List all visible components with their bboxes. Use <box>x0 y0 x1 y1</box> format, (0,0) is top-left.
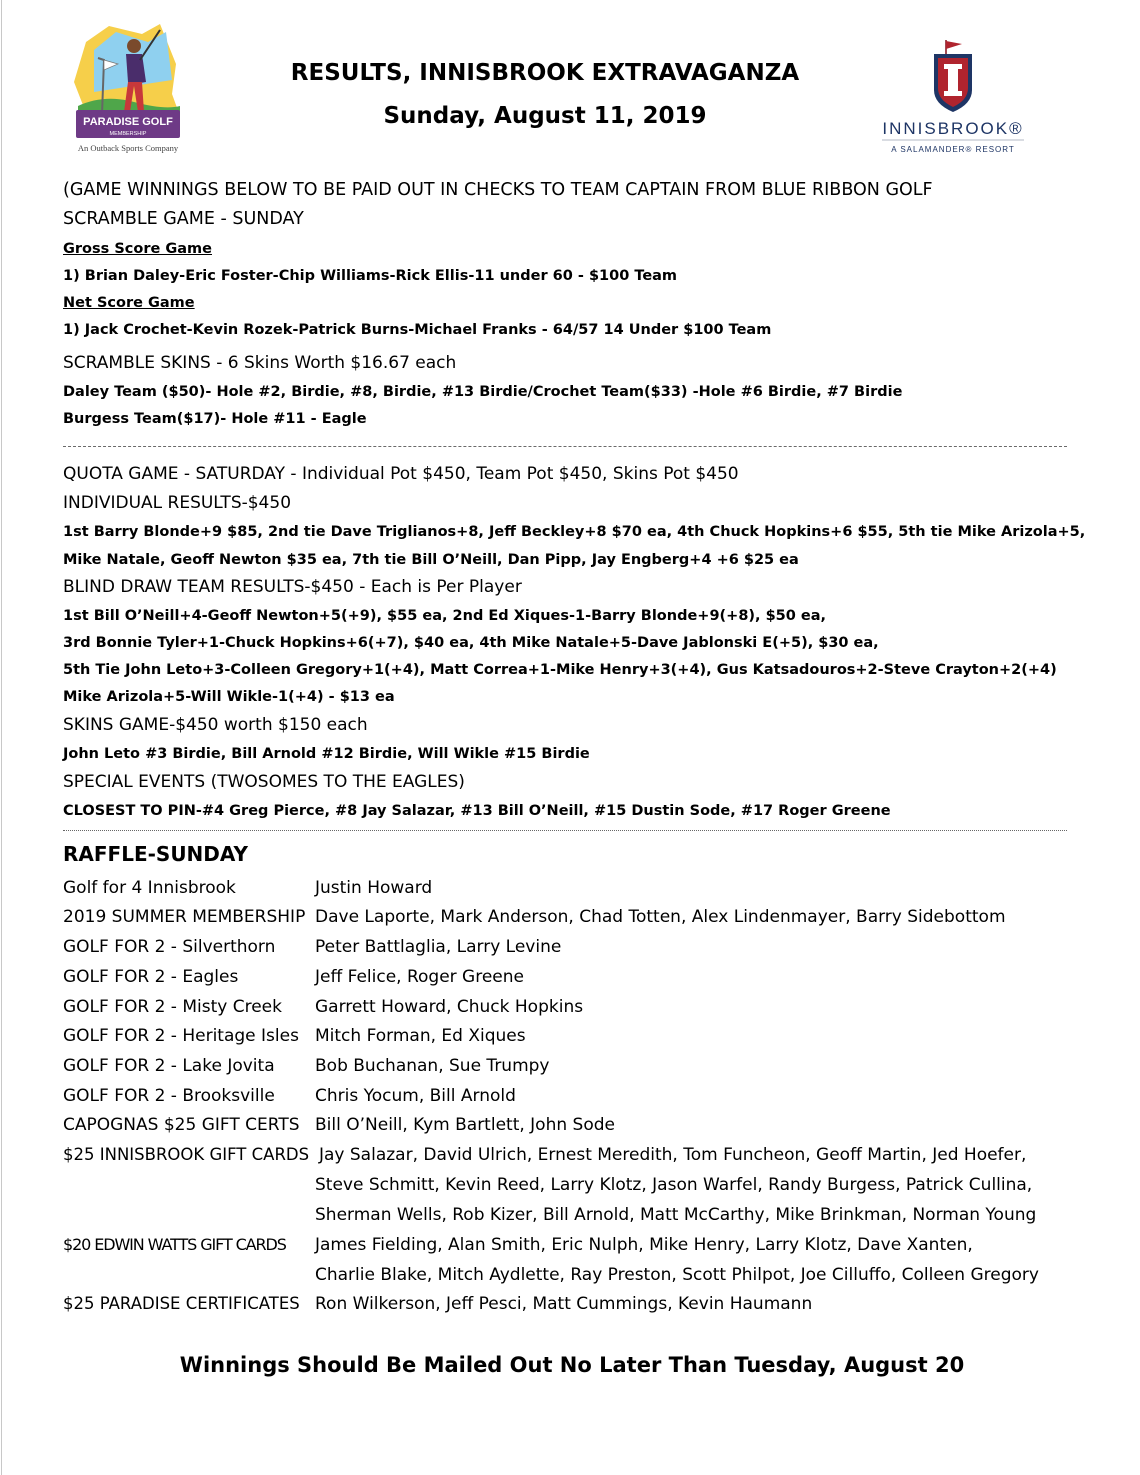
svg-text:MEMBERSHIP: MEMBERSHIP <box>109 131 147 137</box>
raffle-winners: Dave Laporte, Mark Anderson, Chad Totten, Alex Lindenmayer, Barry Sidebottom <box>315 907 1006 927</box>
raffle-winners: Bob Buchanan, Sue Trumpy <box>315 1056 550 1076</box>
payout-notice: (GAME WINNINGS BELOW TO BE PAID OUT IN CHECKS TO TEAM CAPTAIN FROM BLUE RIBBON GOLF <box>63 180 933 200</box>
raffle-prize: GOLF FOR 2 - Heritage Isles <box>63 1026 299 1046</box>
raffle-winners: Jay Salazar, David Ulrich, Ernest Meredith, Tom Funcheon, Geoff Martin, Jed Hoefer, <box>319 1145 1027 1165</box>
blind-draw-line: Mike Arizola+5-Will Wikle-1(+4) - $13 ea <box>63 689 395 705</box>
section-divider <box>63 830 1067 831</box>
raffle-prize: $20 EDWIN WATTS GIFT CARDS <box>63 1235 286 1254</box>
raffle-winners: Ron Wilkerson, Jeff Pesci, Matt Cummings, Kevin Haumann <box>315 1294 813 1314</box>
special-events-heading: SPECIAL EVENTS (TWOSOMES TO THE EAGLES) <box>63 772 465 792</box>
individual-results-line: Mike Natale, Geoff Newton $35 ea, 7th tie Bill O’Neill, Dan Pipp, Jay Engberg+4 +6 $25 ea <box>63 552 799 568</box>
gross-score-result: 1) Brian Daley-Eric Foster-Chip Williams-Rick Ellis-11 under 60 - $100 Team <box>63 268 678 284</box>
scramble-skins-line: Burgess Team($17)- Hole #11 - Eagle <box>63 411 367 427</box>
raffle-winners: Jeff Felice, Roger Greene <box>315 967 524 987</box>
gross-score-heading: Gross Score Game <box>63 241 212 257</box>
page-title: RESULTS, INNISBROOK EXTRAVAGANZA <box>290 60 800 86</box>
svg-text:PARADISE GOLF: PARADISE GOLF <box>83 116 173 128</box>
scramble-skins-line: Daley Team ($50)- Hole #2, Birdie, #8, Birdie, #13 Birdie/Crochet Team($33) -Hole #6 Birdie, #7 Birdie <box>63 384 903 400</box>
raffle-winners: Garrett Howard, Chuck Hopkins <box>315 997 584 1017</box>
raffle-prize: CAPOGNAS $25 GIFT CERTS <box>63 1115 300 1135</box>
skins-game-heading: SKINS GAME-$450 worth $150 each <box>63 715 368 735</box>
svg-text:INNISBROOK®: INNISBROOK® <box>882 119 1024 138</box>
section-divider <box>63 446 1067 447</box>
raffle-prize: 2019 SUMMER MEMBERSHIP <box>63 907 306 927</box>
raffle-winners: Steve Schmitt, Kevin Reed, Larry Klotz, Jason Warfel, Randy Burgess, Patrick Cullina, <box>315 1175 1033 1195</box>
raffle-winners: James Fielding, Alan Smith, Eric Nulph, Mike Henry, Larry Klotz, Dave Xanten, <box>315 1235 973 1255</box>
net-score-result: 1) Jack Crochet-Kevin Rozek-Patrick Burns-Michael Franks - 64/57 14 Under $100 Team <box>63 322 772 338</box>
mailing-notice: Winnings Should Be Mailed Out No Later Than Tuesday, August 20 <box>179 1353 965 1377</box>
event-date: Sunday, August 11, 2019 <box>383 103 707 129</box>
svg-text:A SALAMANDER® RESORT: A SALAMANDER® RESORT <box>891 145 1015 154</box>
scramble-heading: SCRAMBLE GAME - SUNDAY <box>63 209 304 229</box>
raffle-winners: Bill O’Neill, Kym Bartlett, John Sode <box>315 1115 615 1135</box>
raffle-winners: Peter Battlaglia, Larry Levine <box>315 937 562 957</box>
raffle-winners: Chris Yocum, Bill Arnold <box>315 1086 516 1106</box>
raffle-prize: GOLF FOR 2 - Misty Creek <box>63 997 282 1017</box>
individual-results-line: 1st Barry Blonde+9 $85, 2nd tie Dave Triglianos+8, Jeff Beckley+8 $70 ea, 4th Chuck Hopkins+6 $55, 5th tie Mike Arizola+5, <box>63 524 1086 540</box>
raffle-prize: GOLF FOR 2 - Eagles <box>63 967 239 987</box>
raffle-winners: Mitch Forman, Ed Xiques <box>315 1026 526 1046</box>
quota-heading: QUOTA GAME - SATURDAY - Individual Pot $450, Team Pot $450, Skins Pot $450 <box>63 464 739 484</box>
raffle-winners: Charlie Blake, Mitch Aydlette, Ray Preston, Scott Philpot, Joe Cilluffo, Colleen Gregory <box>315 1265 1039 1285</box>
net-score-heading: Net Score Game <box>63 295 195 311</box>
blind-draw-line: 1st Bill O’Neill+4-Geoff Newton+5(+9), $55 ea, 2nd Ed Xiques-1-Barry Blonde+9(+8), $50 ea, <box>63 608 827 624</box>
blind-draw-heading: BLIND DRAW TEAM RESULTS-$450 - Each is Per Player <box>63 577 522 597</box>
page-edge <box>1 0 2 1475</box>
closest-to-pin-line: CLOSEST TO PIN-#4 Greg Pierce, #8 Jay Salazar, #13 Bill O’Neill, #15 Dustin Sode, #17 Roger Greene <box>63 803 891 819</box>
raffle-winners: Justin Howard <box>315 878 433 898</box>
blind-draw-line: 3rd Bonnie Tyler+1-Chuck Hopkins+6(+7), $40 ea, 4th Mike Natale+5-Dave Jablonski E(+5), $30 ea, <box>63 635 879 651</box>
raffle-prize: GOLF FOR 2 - Lake Jovita <box>63 1056 275 1076</box>
golfer-logo-icon <box>64 20 192 156</box>
paradise-golf-logo <box>64 20 192 156</box>
raffle-heading: RAFFLE-SUNDAY <box>63 842 248 866</box>
blind-draw-line: 5th Tie John Leto+3-Colleen Gregory+1(+4), Matt Correa+1-Mike Henry+3(+4), Gus Katsadouros+2-Steve Crayton+2(+4) <box>63 662 1057 678</box>
innisbrook-logo <box>868 40 1042 160</box>
raffle-winners: Sherman Wells, Rob Kizer, Bill Arnold, Matt McCarthy, Mike Brinkman, Norman Young <box>315 1205 1037 1225</box>
individual-results-heading: INDIVIDUAL RESULTS-$450 <box>63 493 292 513</box>
skins-game-line: John Leto #3 Birdie, Bill Arnold #12 Birdie, Will Wikle #15 Birdie <box>63 746 590 762</box>
raffle-prize: $25 INNISBROOK GIFT CARDS <box>63 1145 310 1164</box>
raffle-prize: Golf for 4 Innisbrook <box>63 878 236 898</box>
scramble-skins-heading: SCRAMBLE SKINS - 6 Skins Worth $16.67 each <box>63 353 457 373</box>
shield-flag-icon <box>868 40 1042 160</box>
raffle-prize: GOLF FOR 2 - Silverthorn <box>63 937 276 957</box>
svg-text:An Outback Sports Company: An Outback Sports Company <box>77 143 179 153</box>
raffle-prize: $25 PARADISE CERTIFICATES <box>63 1294 300 1313</box>
raffle-prize: GOLF FOR 2 - Brooksville <box>63 1086 275 1106</box>
